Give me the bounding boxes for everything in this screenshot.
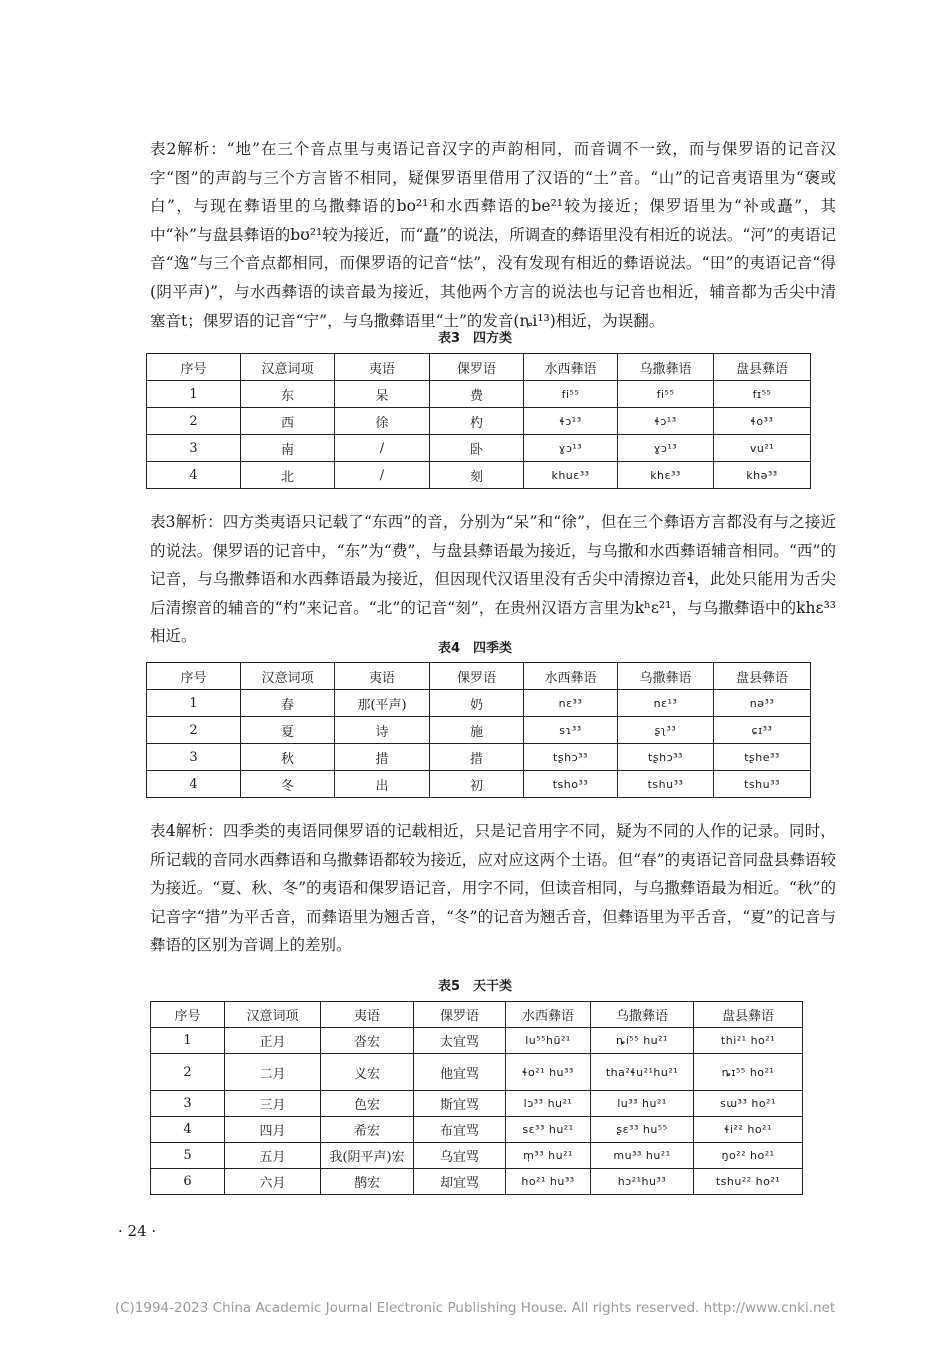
table-cell: 徐 [335, 408, 430, 435]
table-cell: 2 [147, 408, 241, 435]
table-cell: fi⁵⁵ [618, 381, 714, 408]
table-cell: mu³³ hu²¹ [591, 1143, 694, 1169]
table-cell: khə³³ [714, 462, 811, 489]
table-cell: 四月 [225, 1117, 321, 1143]
table-cell: sɿ³³ [524, 717, 618, 744]
table-cell: ɣɔ¹³ [618, 435, 714, 462]
table5-caption: 表5 天干类 [437, 979, 513, 994]
table-cell: lu⁵⁵hũ²¹ [506, 1028, 591, 1054]
table-cell: / [335, 462, 430, 489]
table-cell: sɯ³³ ho²¹ [694, 1091, 803, 1117]
table-cell: 卧 [430, 435, 524, 462]
header-cell: 盘县彝语 [714, 663, 811, 690]
table-cell: 夏 [241, 717, 335, 744]
table-cell: 施 [430, 717, 524, 744]
table-cell: 义宏 [321, 1054, 414, 1091]
table-row [151, 1091, 803, 1117]
table-cell: ʂʅ³³ [618, 717, 714, 744]
table-cell: 太宜骂 [414, 1028, 506, 1054]
table-cell: ʂɛ³³ hu⁵⁵ [591, 1117, 694, 1143]
table-cell: 出 [335, 771, 430, 798]
table-cell: nɛ³³ [524, 690, 618, 717]
table-cell: 刻 [430, 462, 524, 489]
header-cell: 夷语 [335, 663, 430, 690]
header-cell: 序号 [147, 354, 241, 381]
table-cell: ɬi²² ho²¹ [694, 1117, 803, 1143]
table-cell: 却宜骂 [414, 1169, 506, 1195]
table-row [151, 1143, 803, 1169]
table-cell: lu³³ hu²¹ [591, 1091, 694, 1117]
table-cell: tha²ɬu²¹hu²¹ [591, 1054, 694, 1091]
table-cell: 初 [430, 771, 524, 798]
table-cell: fɪ⁵⁵ [714, 381, 811, 408]
table-cell: tsho³³ [524, 771, 618, 798]
table-cell: 秋 [241, 744, 335, 771]
header-cell: 序号 [151, 1002, 225, 1028]
header-cell: 盘县彝语 [694, 1002, 803, 1028]
table-cell: nə³³ [714, 690, 811, 717]
table-cell: 三月 [225, 1091, 321, 1117]
table-cell: 3 [147, 435, 241, 462]
table-cell: 冬 [241, 771, 335, 798]
table-cell: ɕɪ³³ [714, 717, 811, 744]
table-cell: 二月 [225, 1054, 321, 1091]
table-cell: khɛ³³ [618, 462, 714, 489]
table-cell: ȵɪ⁵⁵ ho²¹ [694, 1054, 803, 1091]
table-cell: 1 [151, 1028, 225, 1054]
table-cell: ŋo²² ho²¹ [694, 1143, 803, 1169]
table-cell: ȵi⁵⁵ hu²¹ [591, 1028, 694, 1054]
table-cell: 布宜骂 [414, 1117, 506, 1143]
table-cell: tshu³³ [618, 771, 714, 798]
table-cell: 杓 [430, 408, 524, 435]
table-cell: 东 [241, 381, 335, 408]
table-row [147, 381, 811, 408]
table-cell: 他宜骂 [414, 1054, 506, 1091]
table-cell: 春 [241, 690, 335, 717]
header-cell: 倮罗语 [430, 354, 524, 381]
paragraph-table3-analysis: 表3解析：四方类夷语只记载了“东西”的音，分别为“呆”和“徐”，但在三个彝语方言都没有与之接近的说法。倮罗语的记音中，“东”为“费”，与盘县彝语最为接近，与乌撒和水西彝语辅音相同。“西”的记音，与乌撒彝语和水西彝语最为接近，但因现代汉语里没有舌尖中清擦边音ɬ，此处只能用为舌尖后清擦音的辅音的“杓”来记音。“北”的记音“刻”，在贵州汉语方言里为kʰɛ²¹，与乌撒彝语中的khɛ³³相近。 [150, 513, 836, 646]
table-row [147, 462, 811, 489]
table-cell: 3 [151, 1091, 225, 1117]
header-cell: 乌撒彝语 [591, 1002, 694, 1028]
table-cell: tshu²² ho²¹ [694, 1169, 803, 1195]
table-row [147, 744, 811, 771]
table-cell: sɛ³³ hu²¹ [506, 1117, 591, 1143]
header-cell: 倮罗语 [430, 663, 524, 690]
table-row [147, 435, 811, 462]
table-cell: ho²¹ hu³³ [506, 1169, 591, 1195]
table-cell: 北 [241, 462, 335, 489]
header-cell: 汉意词项 [225, 1002, 321, 1028]
table-cell: 诗 [335, 717, 430, 744]
table3-caption: 表3 四方类 [437, 331, 513, 346]
table-cell: nɛ¹³ [618, 690, 714, 717]
header-cell: 乌撒彝语 [618, 354, 714, 381]
table-cell: 5 [151, 1143, 225, 1169]
table-cell: 1 [147, 381, 241, 408]
table-cell: 2 [151, 1054, 225, 1091]
table-cell: 2 [147, 717, 241, 744]
header-cell: 夷语 [321, 1002, 414, 1028]
table-cell: 五月 [225, 1143, 321, 1169]
table-cell: ɬɔ¹³ [524, 408, 618, 435]
table-cell: lɔ³³ hu²¹ [506, 1091, 591, 1117]
table-cell: / [335, 435, 430, 462]
table-row [147, 771, 811, 798]
table-cell: 4 [151, 1117, 225, 1143]
table-cell: 呆 [335, 381, 430, 408]
header-cell: 夷语 [335, 354, 430, 381]
header-cell: 汉意词项 [241, 663, 335, 690]
header-cell: 水西彝语 [524, 663, 618, 690]
table-cell: ɬɔ¹³ [618, 408, 714, 435]
table-cell: 4 [147, 771, 241, 798]
table-cell: 斯宜骂 [414, 1091, 506, 1117]
table-cell: 措 [335, 744, 430, 771]
table-cell: 西 [241, 408, 335, 435]
table5 [150, 1001, 803, 1195]
table-row [151, 1028, 803, 1054]
header-cell: 汉意词项 [241, 354, 335, 381]
header-cell: 乌撒彝语 [618, 663, 714, 690]
table-cell: 奶 [430, 690, 524, 717]
table-cell: 那(平声) [335, 690, 430, 717]
table-row [147, 408, 811, 435]
table-cell: 乌宜骂 [414, 1143, 506, 1169]
table-cell: tʂhɔ³³ [524, 744, 618, 771]
header-cell: 倮罗语 [414, 1002, 506, 1028]
paragraph-table4-analysis: 表4解析：四季类的夷语同倮罗语的记载相近，只是记音用字不同，疑为不同的人作的记录。同时，所记载的音同水西彝语和乌撒彝语都较为接近，应对应这两个土语。但“春”的夷语记音同盘县彝语较为接近。“夏、秋、冬”的夷语和倮罗语记音，用字不同，但读音相同，与乌撒彝语最为相近。“秋”的记音字“措”为平舌音，而彝语里为翘舌音，“冬”的记音为翘舌音，但彝语里为平舌音，“夏”的记音与彝语的区别为音调上的差别。 [150, 822, 836, 955]
table-row [147, 690, 811, 717]
table-cell: tʂhe³³ [714, 744, 811, 771]
header-cell: 盘县彝语 [714, 354, 811, 381]
table-cell: 正月 [225, 1028, 321, 1054]
table4-header-row [147, 663, 811, 690]
table-cell: 色宏 [321, 1091, 414, 1117]
table-cell: 1 [147, 690, 241, 717]
table4 [146, 662, 811, 798]
table-row [151, 1117, 803, 1143]
table-cell: 措 [430, 744, 524, 771]
table-row [147, 717, 811, 744]
table-cell: ɬo³³ [714, 408, 811, 435]
table-cell: ɬo²¹ hu³³ [506, 1054, 591, 1091]
page-number: · 24 · [118, 1222, 157, 1240]
table-cell: tshu³³ [714, 771, 811, 798]
table-row [151, 1169, 803, 1195]
header-cell: 水西彝语 [506, 1002, 591, 1028]
table4-caption: 表4 四季类 [437, 641, 513, 656]
table-cell: thi²¹ ho²¹ [694, 1028, 803, 1054]
table-cell: 6 [151, 1169, 225, 1195]
table-cell: 我(阴平声)宏 [321, 1143, 414, 1169]
table3 [146, 353, 811, 489]
table-cell: 南 [241, 435, 335, 462]
table-cell: 六月 [225, 1169, 321, 1195]
table-cell: 3 [147, 744, 241, 771]
table-cell: 费 [430, 381, 524, 408]
paragraph-table2-analysis: 表2解析：“地”在三个音点里与夷语记音汉字的声韵相同，而音调不一致，而与倮罗语的记音汉字“图”的声韵与三个方言皆不相同，疑倮罗语里借用了汉语的“土”音。“山”的记音夷语里为“褒或白”，与现在彝语里的乌撒彝语的bo²¹和水西彝语的be²¹较为接近；倮罗语里为“补或矗”，其中“补”与盘县彝语的bʊ²¹较为接近，而“矗”的说法，所调查的彝语里没有相近的说法。“河”的夷语记音“逸”与三个音点都相同，而倮罗语的记音“怯”，没有发现有相近的彝语说法。“田”的夷语记音“得(阴平声)”，与水西彝语的读音最为接近，其他两个方言的说法也与记音也相近，辅音都为舌尖中清塞音t；倮罗语的记音“宁”，与乌撒彝语里“土”的发音(ȵi¹³)相近，为误翻。 [150, 140, 836, 330]
copyright-footer: (C)1994-2023 China Academic Journal Electronic Publishing House. All rights reserved. http://www.cnki.net [114, 1300, 836, 1316]
table-cell: 鹊宏 [321, 1169, 414, 1195]
table-cell: 4 [147, 462, 241, 489]
table-cell: vu²¹ [714, 435, 811, 462]
table-cell: 希宏 [321, 1117, 414, 1143]
header-cell: 水西彝语 [524, 354, 618, 381]
header-cell: 序号 [147, 663, 241, 690]
table3-header-row [147, 354, 811, 381]
table-cell: 沓宏 [321, 1028, 414, 1054]
table5-header-row [151, 1002, 803, 1028]
table-cell: ɣɔ¹³ [524, 435, 618, 462]
table-row [151, 1054, 803, 1091]
table-cell: khuɛ³³ [524, 462, 618, 489]
table-cell: tʂhɔ³³ [618, 744, 714, 771]
table-cell: fi⁵⁵ [524, 381, 618, 408]
table-cell: m̩³³ hu²¹ [506, 1143, 591, 1169]
table-cell: hɔ²¹hu³³ [591, 1169, 694, 1195]
